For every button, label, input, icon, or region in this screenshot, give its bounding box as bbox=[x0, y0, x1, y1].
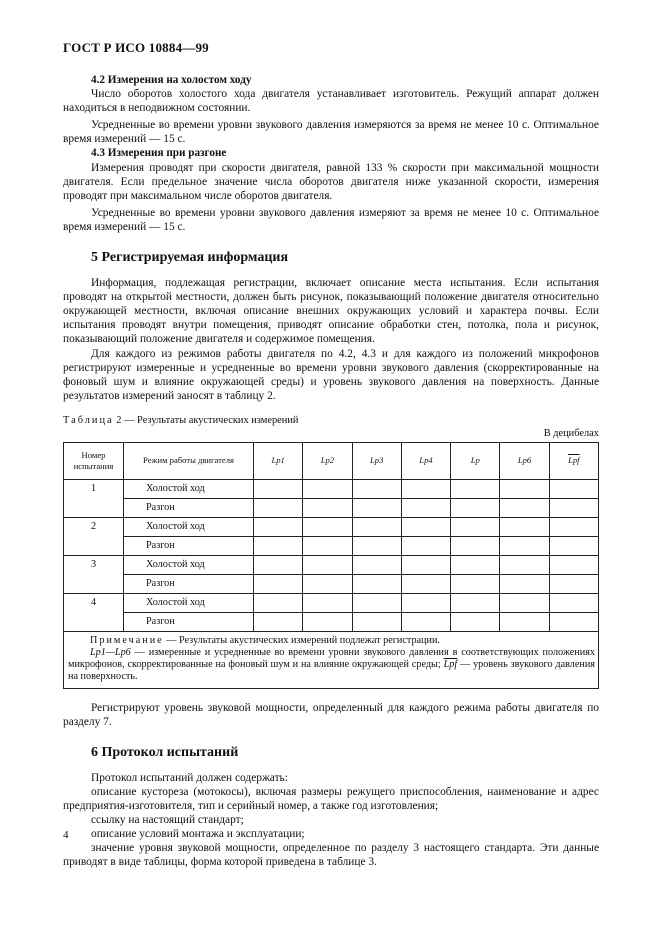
section-4-2-heading: 4.2 Измерения на холостом ходу bbox=[91, 74, 252, 86]
row-mode: Разгон bbox=[124, 498, 254, 517]
table-cell bbox=[401, 498, 450, 517]
table-cell bbox=[254, 536, 303, 555]
table-caption bbox=[63, 415, 599, 426]
table-cell bbox=[549, 536, 598, 555]
table-cell bbox=[401, 536, 450, 555]
section-6-line: ссылку на настоящий стандарт; bbox=[91, 814, 244, 827]
table-row bbox=[64, 498, 599, 517]
section-4-2-paragraph-1: Число оборотов холостого хода двигателя устанавливает изготовитель. Режущий аппарат должен находиться в неподвижном состоянии. bbox=[63, 88, 599, 115]
section-5-heading: 5 Регистрируемая информация bbox=[91, 250, 289, 266]
table-cell bbox=[352, 479, 401, 498]
table-cell bbox=[549, 517, 598, 536]
table-cell bbox=[303, 612, 352, 631]
table-cell bbox=[352, 612, 401, 631]
table-cell bbox=[549, 498, 598, 517]
section-4-3-paragraph-2: Усредненные во времени уровни звукового давления измеряют за время не менее 10 с. Оптимальное время измерений — 15 с. bbox=[63, 206, 599, 233]
table-cell bbox=[451, 536, 500, 555]
table-row bbox=[64, 555, 599, 574]
section-5-paragraph-1: Информация, подлежащая регистрации, включает описание места испытания. Если испытания проводят на открытой местности, должен быть рисунок, показывающий положение двигателя относительно окружающей местности, включая описание внешних окружающих условий и характера почвы. Если испытания проводят внутри помещения, приводят описание обработки стен, потолка, пола и рисунок, показывающий положение двигателя и содержимое помещения. bbox=[63, 277, 599, 346]
table-caption-word: Таблица bbox=[63, 414, 114, 426]
table-cell bbox=[451, 498, 500, 517]
section-5-paragraph-2: Для каждого из режимов работы двигателя по 4.2, 4.3 и для каждого из положений микрофонов регистрируют измеренные и усредненные во времени уровни звукового давления (скорректированные на фоновый шум и влияние окружающей среды) и уровень звукового давления на поверхность. Данные результатов измерений заносят в таблицу 2. bbox=[63, 347, 599, 402]
table-cell bbox=[401, 574, 450, 593]
table-cell bbox=[303, 498, 352, 517]
table-cell bbox=[451, 612, 500, 631]
table-cell bbox=[352, 574, 401, 593]
table-cell bbox=[401, 555, 450, 574]
table-cell bbox=[500, 479, 549, 498]
table-cell bbox=[500, 536, 549, 555]
header-test-number: Номер испытания bbox=[64, 442, 124, 479]
table-cell bbox=[303, 479, 352, 498]
table-note-first: — Результаты акустических измерений подлежат регистрации. bbox=[166, 634, 440, 646]
page-number: 4 bbox=[63, 829, 69, 841]
table-cell bbox=[451, 593, 500, 612]
table-cell bbox=[254, 555, 303, 574]
row-number: 4 bbox=[64, 593, 124, 631]
document-page bbox=[63, 40, 599, 870]
table-cell bbox=[500, 593, 549, 612]
section-4-3-heading: 4.3 Измерения при разгоне bbox=[91, 147, 227, 160]
table-cell bbox=[254, 574, 303, 593]
table-row bbox=[64, 517, 599, 536]
table-note-end: — уровень звукового давления на поверхность. bbox=[68, 659, 595, 683]
table-note-line-1 bbox=[68, 635, 595, 647]
table-cell bbox=[451, 517, 500, 536]
table-cell bbox=[254, 593, 303, 612]
header-lp2: Lp2 bbox=[303, 442, 352, 479]
row-mode: Холостой ход bbox=[124, 517, 254, 536]
section-5-paragraph-3: Регистрируют уровень звуковой мощности, определенный для каждого режима работы двигателя по разделу 7. bbox=[63, 701, 599, 728]
table-cell bbox=[500, 612, 549, 631]
table-cell bbox=[352, 593, 401, 612]
document-header: ГОСТ Р ИСО 10884—99 bbox=[63, 40, 209, 55]
table-row bbox=[64, 479, 599, 498]
header-lp1: Lp1 bbox=[254, 442, 303, 479]
section-6-line: описание условий монтажа и эксплуатации; bbox=[91, 828, 305, 841]
header-lpf bbox=[549, 442, 598, 479]
table-cell bbox=[451, 479, 500, 498]
table-cell bbox=[401, 517, 450, 536]
row-mode: Разгон bbox=[124, 574, 254, 593]
table-cell bbox=[549, 479, 598, 498]
row-mode: Холостой ход bbox=[124, 593, 254, 612]
table-cell bbox=[549, 612, 598, 631]
table-cell bbox=[401, 593, 450, 612]
row-number: 2 bbox=[64, 517, 124, 555]
table-cell bbox=[549, 555, 598, 574]
section-4-3-paragraph-1: Измерения проводят при скорости двигателя, равной 133 % скорости при максимальной мощности двигателя. Если предельное значение числа оборотов двигателя ниже указанной скорости, измерения проводят при максимальном числе оборотов двигателя. bbox=[63, 161, 599, 202]
table-note-line-2 bbox=[68, 647, 595, 684]
table-unit: В децибелах bbox=[543, 427, 599, 439]
table-note-middle: — измеренные и усредненные во времени уровни звукового давления в соответствующих положениях микрофонов, скорректированные на фоновый шум и на влияние окружающей среды; bbox=[68, 647, 595, 671]
row-number: 3 bbox=[64, 555, 124, 593]
table-row bbox=[64, 536, 599, 555]
header-lpf-text: $\overline{Lpf}$ bbox=[568, 455, 580, 466]
table-cell bbox=[451, 555, 500, 574]
table-cell bbox=[303, 593, 352, 612]
table-cell bbox=[254, 612, 303, 631]
table-header-row bbox=[64, 442, 599, 479]
table-note-row bbox=[64, 631, 599, 688]
table-cell bbox=[303, 536, 352, 555]
table-row bbox=[64, 574, 599, 593]
table-cell bbox=[352, 555, 401, 574]
table-note-symbol-lpf: $\overline{Lpf}$ bbox=[443, 659, 458, 671]
table-caption-text: 2 — Результаты акустических измерений bbox=[116, 414, 299, 426]
header-lp: Lp bbox=[451, 442, 500, 479]
table-cell bbox=[303, 555, 352, 574]
table-cell bbox=[254, 498, 303, 517]
row-number: 1 bbox=[64, 479, 124, 517]
table-note-symbol-lp1-lp6: Lp1—Lp6 bbox=[90, 647, 131, 659]
row-mode: Холостой ход bbox=[124, 479, 254, 498]
table-cell bbox=[401, 479, 450, 498]
table-cell bbox=[549, 593, 598, 612]
table-cell bbox=[352, 498, 401, 517]
table-cell bbox=[500, 574, 549, 593]
table-row bbox=[64, 612, 599, 631]
table-cell bbox=[303, 574, 352, 593]
table-row bbox=[64, 593, 599, 612]
row-mode: Разгон bbox=[124, 612, 254, 631]
section-6-heading: 6 Протокол испытаний bbox=[91, 744, 239, 760]
table-cell bbox=[352, 517, 401, 536]
header-lp4: Lp4 bbox=[401, 442, 450, 479]
header-lp3: Lp3 bbox=[352, 442, 401, 479]
header-engine-mode: Режим работы двигателя bbox=[124, 442, 254, 479]
section-6-line: значение уровня звуковой мощности, определенное по разделу 3 настоящего стандарта. Эти данные приводят в виде таблицы, форма которой приведена в таблице 3. bbox=[63, 842, 599, 869]
header-lp6: Lp6 bbox=[500, 442, 549, 479]
table-cell bbox=[500, 517, 549, 536]
table-cell bbox=[254, 517, 303, 536]
table-cell bbox=[549, 574, 598, 593]
table-note bbox=[64, 631, 599, 688]
table-cell bbox=[500, 555, 549, 574]
table-cell bbox=[254, 479, 303, 498]
results-table bbox=[63, 442, 599, 689]
table-cell bbox=[401, 612, 450, 631]
section-4-2-paragraph-2: Усредненные во времени уровни звукового давления измеряются за время не менее 10 с. Оптимальное время измерений — 15 с. bbox=[63, 119, 599, 146]
table-cell bbox=[303, 517, 352, 536]
table-cell bbox=[451, 574, 500, 593]
table-cell bbox=[352, 536, 401, 555]
section-6-line: описание кустореза (мотокосы), включая размеры режущего приспособления, наименование и адрес предприятия-изготовителя, тип и серийный номер, а также год изготовления; bbox=[63, 785, 599, 813]
section-6-line: Протокол испытаний должен содержать: bbox=[91, 771, 288, 784]
row-mode: Разгон bbox=[124, 536, 254, 555]
table-note-title: Примечание bbox=[90, 634, 164, 646]
table-cell bbox=[500, 498, 549, 517]
row-mode: Холостой ход bbox=[124, 555, 254, 574]
